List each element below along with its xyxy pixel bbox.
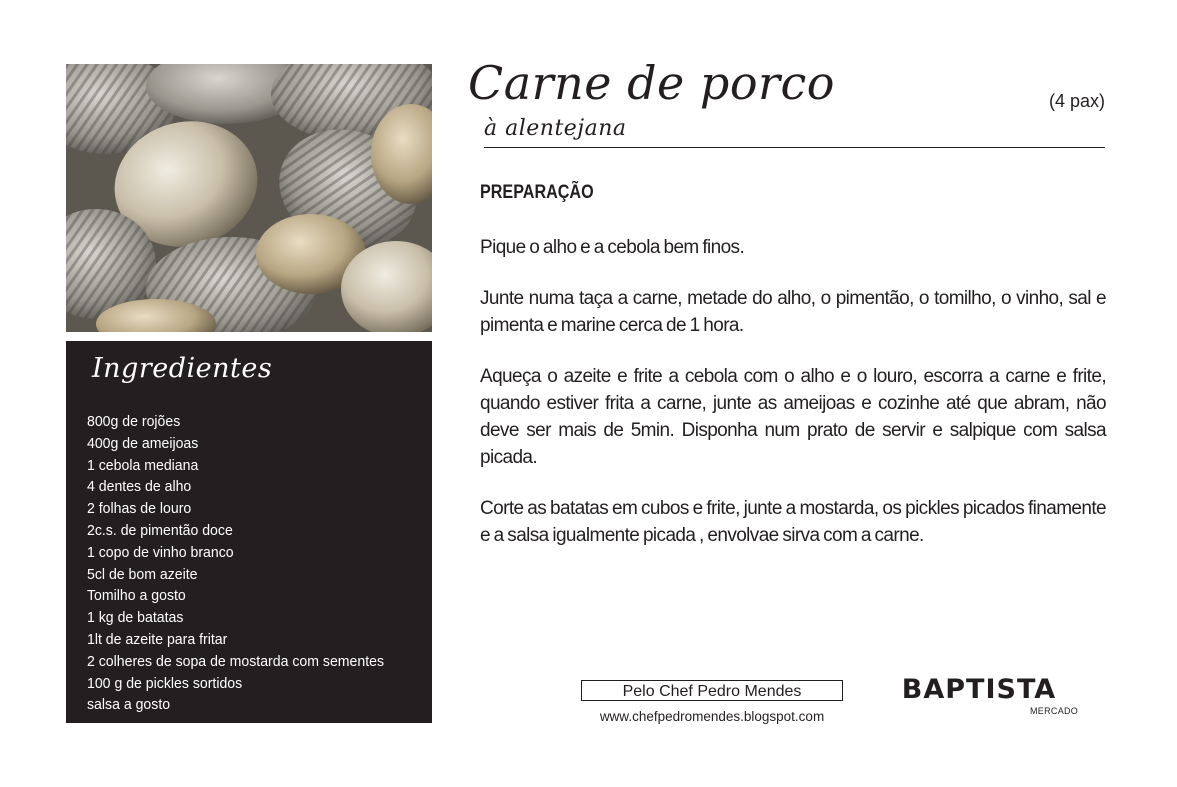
brand-logo: BAPTISTA (901, 674, 1057, 705)
ingredient-item: 1 copo de vinho branco (87, 543, 234, 561)
brand-subtitle: MERCADO (1030, 706, 1079, 716)
preparation-heading: PREPARAÇÃO (480, 182, 594, 203)
servings-label: (4 pax) (1048, 91, 1105, 111)
title-divider (484, 147, 1105, 148)
ingredient-item: 400g de ameijoas (87, 434, 199, 452)
chef-credit: Pelo Chef Pedro Mendes (581, 680, 843, 701)
clams-photo (66, 64, 432, 332)
ingredient-item: 4 dentes de alho (87, 478, 192, 496)
preparation-section (480, 182, 1106, 573)
ingredients-list (87, 411, 384, 716)
ingredient-item: 1 cebola mediana (87, 456, 199, 474)
recipe-subtitle: à alentejana (484, 116, 627, 141)
preparation-step: Pique o alho e a cebola bem finos. (480, 237, 745, 258)
ingredient-item: 1 kg de batatas (87, 609, 184, 627)
ingredient-item: Tomilho a gosto (87, 587, 186, 605)
ingredient-item: 5cl de bom azeite (87, 565, 198, 583)
preparation-step: Corte as batatas em cubos e frite, junte a mostarda, os pickles picados finamente e a salsa igualmente picada , envolvae sirva com a carne. (480, 498, 1106, 546)
preparation-step: Aqueça o azeite e frite a cebola com o alho e o louro, escorra a carne e frite, quando estiver frita a carne, junte as ameijoas e cozinhe até que abram, não deve ser mais de 5min. Disponha num prato de servir e salpique com salsa picada. (480, 366, 1106, 468)
ingredient-item: 800g de rojões (87, 413, 181, 430)
preparation-step: Junte numa taça a carne, metade do alho, o pimentão, o tomilho, o vinho, sal e pimenta e marine cerca de 1 hora. (480, 288, 1106, 336)
ingredient-item: 2 folhas de louro (87, 500, 192, 518)
ingredient-item: 2 colheres de sopa de mostarda com sementes (87, 652, 385, 670)
recipe-title: Carne de porco (468, 56, 835, 110)
ingredients-title: Ingredientes (92, 353, 273, 384)
ingredients-panel (66, 341, 432, 723)
blog-url: www.chefpedromendes.blogspot.com (599, 709, 825, 724)
ingredient-item: 100 g de pickles sortidos (87, 674, 243, 692)
ingredient-item: 1lt de azeite para fritar (87, 630, 228, 648)
ingredient-item: salsa a gosto (87, 696, 171, 714)
ingredient-item: 2c.s. de pimentão doce (87, 521, 233, 539)
